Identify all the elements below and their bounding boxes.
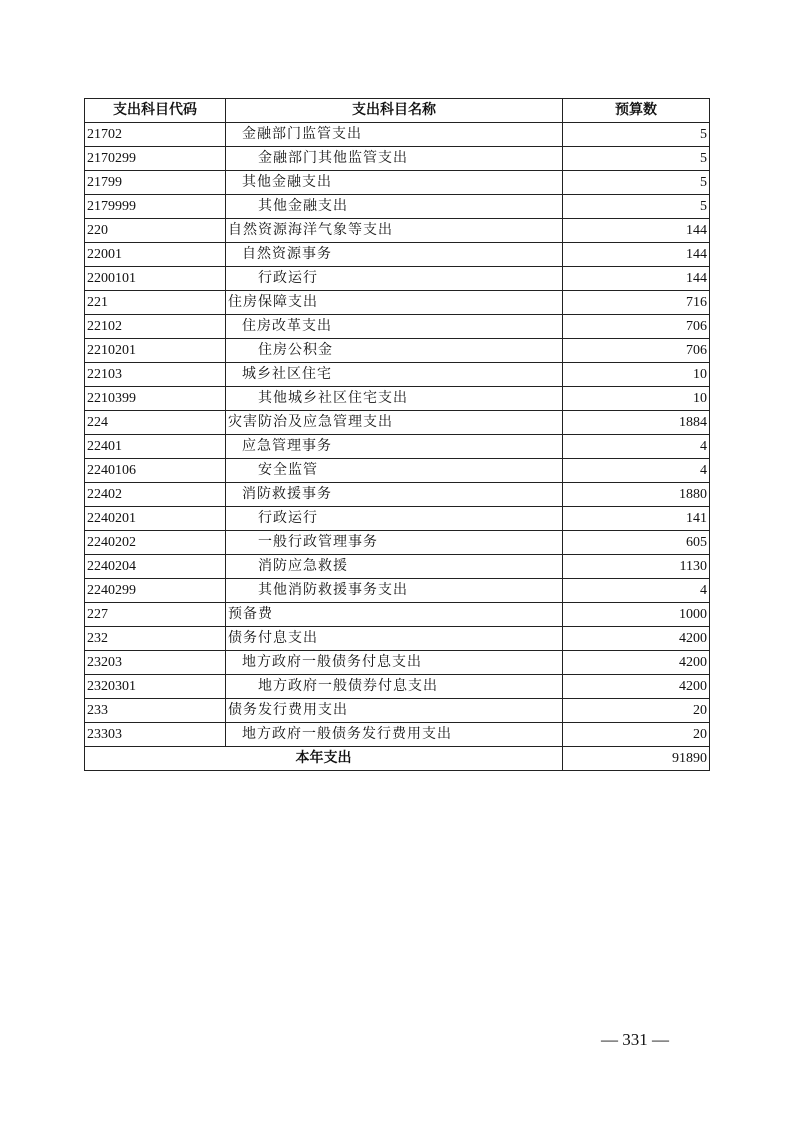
table-row [85, 603, 710, 627]
row-code: 2240299 [85, 579, 226, 603]
budget-table [84, 98, 710, 771]
row-name: 灾害防治及应急管理支出 [226, 411, 563, 435]
row-code: 2240204 [85, 555, 226, 579]
table-row [85, 243, 710, 267]
row-name: 地方政府一般债务付息支出 [226, 651, 563, 675]
row-code: 2210201 [85, 339, 226, 363]
row-code: 2200101 [85, 267, 226, 291]
row-code: 21702 [85, 123, 226, 147]
row-amount: 605 [563, 531, 710, 555]
row-code: 233 [85, 699, 226, 723]
table-row [85, 315, 710, 339]
header-name: 支出科目名称 [226, 99, 563, 123]
row-code: 227 [85, 603, 226, 627]
row-name: 住房保障支出 [226, 291, 563, 315]
row-code: 23303 [85, 723, 226, 747]
row-amount: 1880 [563, 483, 710, 507]
table-row [85, 555, 710, 579]
row-amount: 141 [563, 507, 710, 531]
row-code: 2210399 [85, 387, 226, 411]
header-code: 支出科目代码 [85, 99, 226, 123]
row-amount: 5 [563, 123, 710, 147]
row-name: 其他城乡社区住宅支出 [226, 387, 563, 411]
row-amount: 706 [563, 315, 710, 339]
table-row [85, 267, 710, 291]
row-amount: 1130 [563, 555, 710, 579]
table-row [85, 387, 710, 411]
row-amount: 5 [563, 195, 710, 219]
row-name: 其他金融支出 [226, 171, 563, 195]
row-code: 21799 [85, 171, 226, 195]
row-amount: 20 [563, 699, 710, 723]
row-name: 债务发行费用支出 [226, 699, 563, 723]
row-code: 2240202 [85, 531, 226, 555]
row-code: 22102 [85, 315, 226, 339]
row-name: 债务付息支出 [226, 627, 563, 651]
table-row [85, 195, 710, 219]
row-code: 232 [85, 627, 226, 651]
row-amount: 1000 [563, 603, 710, 627]
row-name: 一般行政管理事务 [226, 531, 563, 555]
table-row [85, 579, 710, 603]
table-header-row [85, 99, 710, 123]
row-amount: 4 [563, 435, 710, 459]
row-code: 2179999 [85, 195, 226, 219]
table-row [85, 171, 710, 195]
row-code: 23203 [85, 651, 226, 675]
table-row [85, 411, 710, 435]
table-row [85, 699, 710, 723]
row-amount: 706 [563, 339, 710, 363]
row-amount: 716 [563, 291, 710, 315]
table-row [85, 483, 710, 507]
row-code: 2170299 [85, 147, 226, 171]
table-row [85, 723, 710, 747]
table-row [85, 363, 710, 387]
table-row [85, 339, 710, 363]
row-code: 22401 [85, 435, 226, 459]
row-name: 其他消防救援事务支出 [226, 579, 563, 603]
table-row [85, 651, 710, 675]
row-name: 消防救援事务 [226, 483, 563, 507]
row-code: 2240106 [85, 459, 226, 483]
row-amount: 10 [563, 387, 710, 411]
row-amount: 144 [563, 267, 710, 291]
table-row [85, 675, 710, 699]
table-row [85, 291, 710, 315]
page-number: — 331 — [601, 1030, 669, 1049]
row-code: 221 [85, 291, 226, 315]
row-amount: 1884 [563, 411, 710, 435]
table-row [85, 459, 710, 483]
row-code: 22402 [85, 483, 226, 507]
table-row [85, 219, 710, 243]
row-amount: 144 [563, 219, 710, 243]
table-row [85, 531, 710, 555]
row-name: 地方政府一般债务发行费用支出 [226, 723, 563, 747]
row-amount: 5 [563, 171, 710, 195]
row-name: 自然资源海洋气象等支出 [226, 219, 563, 243]
row-amount: 144 [563, 243, 710, 267]
table-row [85, 435, 710, 459]
row-name: 地方政府一般债券付息支出 [226, 675, 563, 699]
row-name: 预备费 [226, 603, 563, 627]
row-name: 住房改革支出 [226, 315, 563, 339]
row-name: 自然资源事务 [226, 243, 563, 267]
row-amount: 20 [563, 723, 710, 747]
row-name: 消防应急救援 [226, 555, 563, 579]
row-name: 安全监管 [226, 459, 563, 483]
row-name: 应急管理事务 [226, 435, 563, 459]
row-code: 2320301 [85, 675, 226, 699]
row-code: 22103 [85, 363, 226, 387]
row-amount: 5 [563, 147, 710, 171]
row-name: 住房公积金 [226, 339, 563, 363]
table-row [85, 147, 710, 171]
table-row [85, 627, 710, 651]
row-code: 220 [85, 219, 226, 243]
row-name: 行政运行 [226, 507, 563, 531]
row-amount: 4200 [563, 627, 710, 651]
row-amount: 4200 [563, 651, 710, 675]
total-label: 本年支出 [85, 747, 563, 771]
row-amount: 4200 [563, 675, 710, 699]
row-amount: 10 [563, 363, 710, 387]
row-amount: 4 [563, 579, 710, 603]
row-name: 城乡社区住宅 [226, 363, 563, 387]
row-code: 22001 [85, 243, 226, 267]
header-amount: 预算数 [563, 99, 710, 123]
row-code: 2240201 [85, 507, 226, 531]
row-amount: 4 [563, 459, 710, 483]
total-amount: 91890 [563, 747, 710, 771]
row-name: 金融部门其他监管支出 [226, 147, 563, 171]
row-name: 其他金融支出 [226, 195, 563, 219]
table-row [85, 507, 710, 531]
table-row [85, 123, 710, 147]
row-name: 行政运行 [226, 267, 563, 291]
row-name: 金融部门监管支出 [226, 123, 563, 147]
total-row [85, 747, 710, 771]
row-code: 224 [85, 411, 226, 435]
